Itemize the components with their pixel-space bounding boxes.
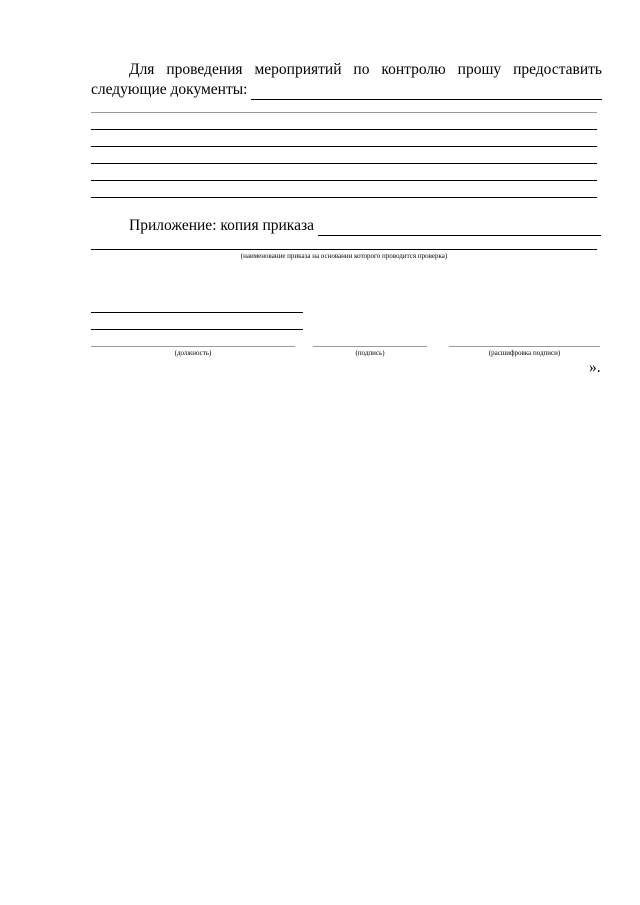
request-text-line: Для проведения мероприятий по контролю прошу предоставить (129, 61, 602, 78)
documents-blank-line-6[interactable] (91, 197, 597, 198)
documents-fill-line[interactable] (251, 85, 602, 100)
position-caption: (должность) (174, 349, 212, 357)
position-blank-line-1[interactable] (91, 312, 303, 313)
signature-decoding-caption: (расшифровка подписи) (488, 349, 561, 357)
documents-request-paragraph (91, 60, 602, 100)
documents-blank-line-5[interactable] (91, 180, 597, 181)
position-blank-line-2[interactable] (91, 329, 303, 330)
documents-blank-line-2[interactable] (91, 129, 597, 130)
documents-line (91, 80, 602, 100)
closing-quote-mark: ». (589, 359, 601, 376)
position-line[interactable] (91, 346, 295, 347)
documents-blank-line-3[interactable] (91, 146, 597, 147)
documents-label: следующие документы: (91, 81, 248, 98)
documents-blank-line-1[interactable] (91, 112, 597, 113)
attachment-row (91, 216, 601, 236)
documents-blank-line-4[interactable] (91, 163, 597, 164)
attachment-blank-line[interactable] (91, 249, 597, 250)
signature-decoding-line[interactable] (449, 346, 600, 347)
signature-line[interactable] (313, 346, 427, 347)
attachment-caption: (наименование приказа на основании которого проводится проверка) (240, 252, 448, 260)
signature-caption: (подпись) (355, 349, 385, 357)
attachment-label: Приложение: копия приказа (129, 217, 314, 234)
attachment-fill-line[interactable] (318, 221, 601, 236)
